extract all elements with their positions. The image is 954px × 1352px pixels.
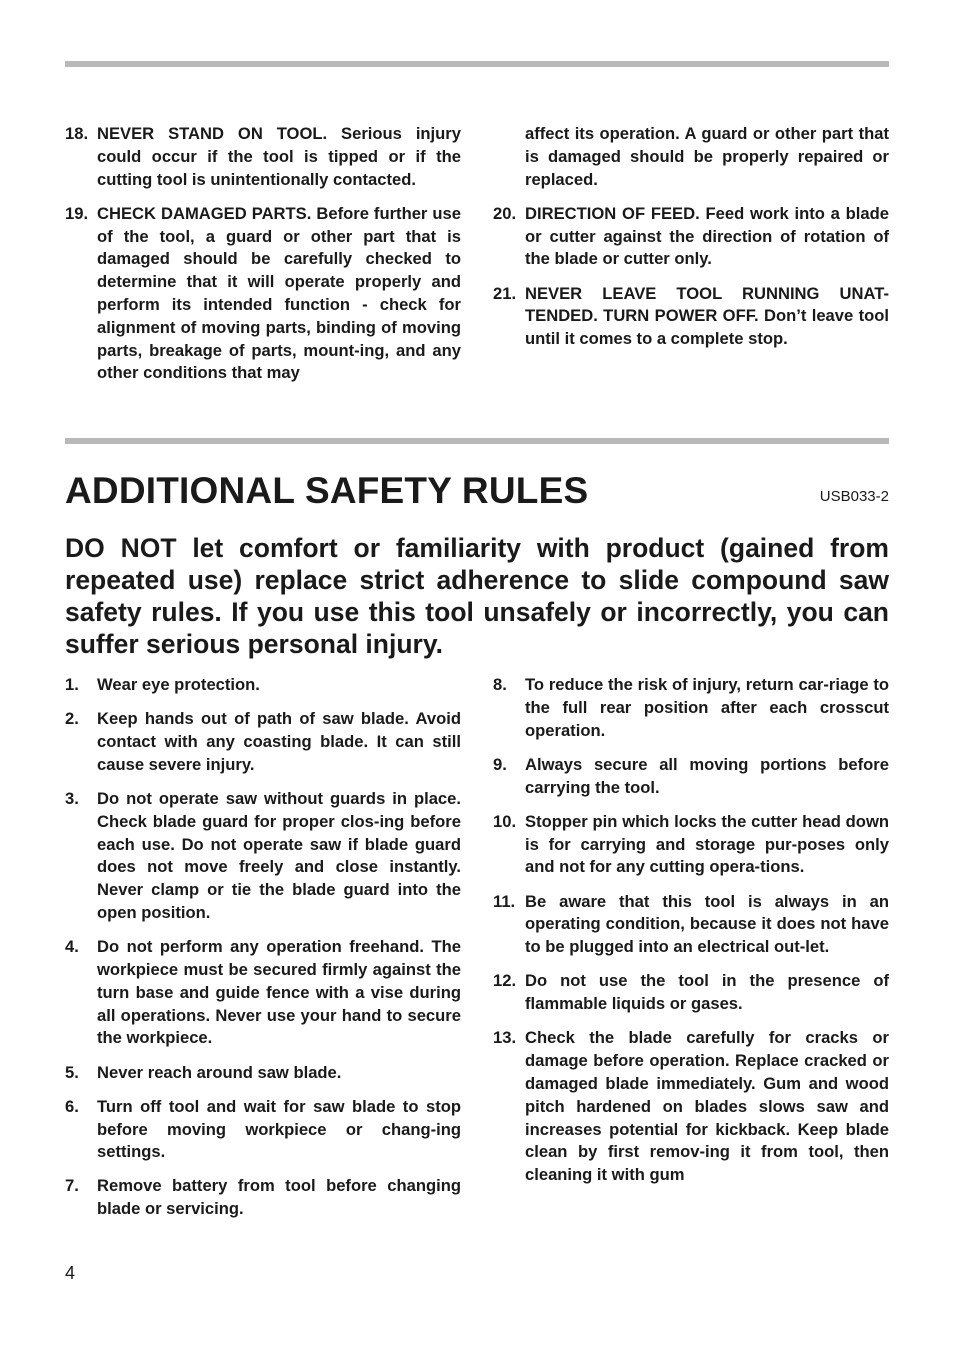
list-item (493, 970, 889, 1016)
page-number: 4 (65, 1263, 76, 1283)
item-text: Stopper pin which locks the cutter head down is for carrying and storage pur-poses only and not for any cutting opera-tions. (525, 811, 889, 877)
item-text: Do not operate saw without guards in place. Check blade guard for proper clos-ing before each use. Do not operate saw if blade guard does not move freely and close instantly. Never clamp or tie the blade guard into the open position. (97, 788, 461, 922)
list-item (493, 674, 889, 742)
item-number: 11. (493, 891, 516, 911)
item-number: 7. (65, 1176, 79, 1196)
item-number: 1. (65, 675, 79, 694)
list-item (65, 708, 461, 776)
section-divider (65, 438, 889, 444)
item-number: 10. (493, 811, 517, 831)
list-item (65, 788, 461, 925)
item-text: Do not use the tool in the presence of flammable liquids or gases. (525, 971, 889, 1014)
item-number: 19. (65, 203, 89, 223)
rules-left-column (65, 674, 461, 1232)
item-text: NEVER STAND ON TOOL. Serious injury could occur if the tool is tipped or if the cutting tool is unintentionally contacted. (97, 124, 461, 189)
item-number: 3. (65, 788, 79, 808)
list-item (65, 1062, 461, 1085)
item-number: 5. (65, 1062, 79, 1082)
top-divider (65, 61, 889, 67)
item-text: CHECK DAMAGED PARTS. Before further use of the tool, a guard or other part that is damaged should be carefully checked to determine that it will operate properly and perform its intended function - check for alignment of moving parts, binding of moving parts, breakage of parts, mount-ing, and any other conditions that may (97, 203, 461, 383)
item-number: 13. (493, 1028, 517, 1048)
item-text: Remove battery from tool before changing blade or servicing. (97, 1176, 461, 1219)
item-number: 18. (65, 124, 89, 143)
item-text: Check the blade carefully for cracks or damage before operation. Replace cracked or damaged blade immediately. Gum and wood pitch hardened on blades slows saw and increases potential for kickback. Keep blade clean by first remov-ing it from tool, then cleaning it with gum (525, 1028, 889, 1185)
rules-right-column (493, 674, 889, 1198)
document-code: USB033-2 (819, 488, 889, 505)
section-title: ADDITIONAL SAFETY RULES (65, 470, 589, 511)
item-number: 4. (65, 937, 79, 957)
continued-text: affect its operation. A guard or other part that is damaged should be properly repaired or replaced. (525, 124, 889, 189)
list-item (65, 936, 461, 1050)
item-number: 21. (493, 283, 517, 303)
item-text: DIRECTION OF FEED. Feed work into a blade or cutter against the direction of rotation of the blade or cutter only. (525, 203, 889, 269)
list-item (493, 283, 889, 351)
item-text: Keep hands out of path of saw blade. Avoid contact with any coasting blade. It can still cause severe injury. (97, 709, 461, 774)
item-text: Always secure all moving portions before carrying the tool. (525, 754, 889, 797)
top-right-column (493, 123, 889, 362)
item-text: Never reach around saw blade. (97, 1062, 342, 1082)
item-text: Do not perform any operation freehand. The workpiece must be secured firmly against the turn base and guide fence with a vise during all operations. Never use your hand to secure the workpiece. (97, 937, 461, 1048)
item-text: To reduce the risk of injury, return car-riage to the full rear position after each crosscut operation. (525, 675, 889, 740)
item-number: 8. (493, 675, 507, 694)
list-item (493, 891, 889, 959)
item-number: 20. (493, 203, 517, 223)
list-item (65, 1096, 461, 1164)
item-number: 2. (65, 709, 79, 729)
item-text: Turn off tool and wait for saw blade to stop before moving workpiece or chang-ing settings. (97, 1096, 461, 1162)
list-item (65, 674, 461, 697)
list-item (65, 1175, 461, 1221)
top-left-column (65, 123, 461, 397)
list-item (65, 123, 461, 191)
item-number: 12. (493, 971, 517, 991)
list-item (493, 811, 889, 879)
list-item (65, 203, 461, 385)
item-text: NEVER LEAVE TOOL RUNNING UNAT-TENDED. TURN POWER OFF. Don’t leave tool until it comes to a complete stop. (525, 283, 889, 349)
list-item (493, 1027, 889, 1187)
item-text: Be aware that this tool is always in an operating condition, because it does not have to be plugged into an electrical out-let. (525, 891, 889, 957)
item-number: 6. (65, 1096, 79, 1116)
item-number: 9. (493, 754, 507, 774)
item-text: Wear eye protection. (97, 675, 260, 694)
warning-paragraph: DO NOT let comfort or familiarity with product (gained from repeated use) replace strict adherence to slide compound saw safety rules. If you use this tool unsafely or incorrectly, you can suffer serious personal injury. (65, 533, 889, 659)
list-item (493, 754, 889, 800)
list-item (493, 203, 889, 271)
